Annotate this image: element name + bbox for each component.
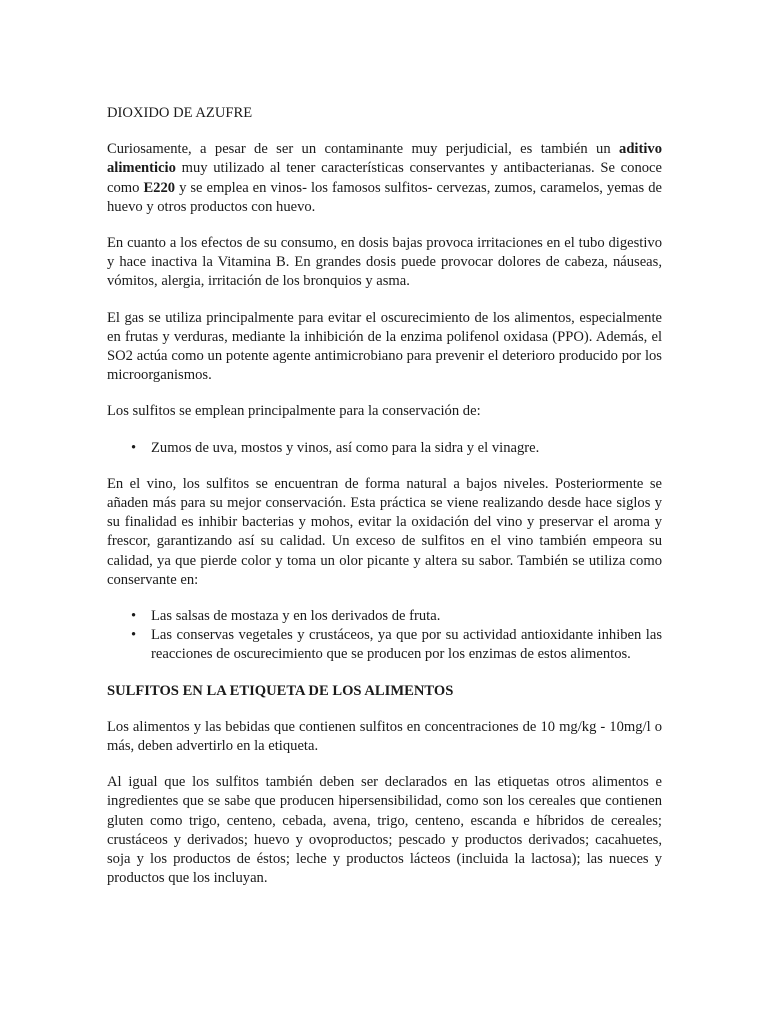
- paragraph-conservacion: Los sulfitos se emplean principalmente para la conservación de:: [107, 403, 481, 420]
- document-title: DIOXIDO DE AZUFRE: [107, 105, 253, 121]
- list-item-text: Las conservas vegetales y crustáceos, ya que por su actividad antioxidante inhiben las reacciones de oscurecimiento que se producen por los enzimas de estos alimentos.: [151, 627, 662, 663]
- paragraph-gas: El gas se utiliza principalmente para evitar el oscurecimiento de los alimentos, especialmente en frutas y verduras, mediante la inhibición de la enzima polifenol oxidasa (PPO). Además, el SO2 actúa como un potente agente antimicrobiano para prevenir el deterioro producido por los microorganismos.: [107, 309, 662, 384]
- section-heading: SULFITOS EN LA ETIQUETA DE LOS ALIMENTOS: [107, 682, 454, 699]
- bullet-icon: •: [131, 608, 137, 625]
- paragraph-etiqueta: Los alimentos y las bebidas que contienen sulfitos en concentraciones de 10 mg/kg - 10mg/l o más, deben advertirlo en la etiqueta.: [107, 718, 662, 755]
- document-page: [107, 104, 662, 906]
- paragraph-text: muy utilizado al tener características conservantes y antibacterianas. Se conoce como: [107, 160, 662, 196]
- paragraph-text: Curiosamente, a pesar de ser un contaminante muy perjudicial, es también un: [107, 141, 620, 158]
- bold-term-aditivo: aditivo alimenticio: [107, 141, 662, 177]
- list-item-text: Zumos de uva, mostos y vinos, así como para la sidra y el vinagre.: [151, 439, 540, 456]
- paragraph-aditivo: [107, 140, 662, 217]
- list-conservacion: [107, 439, 662, 458]
- paragraph-efectos: En cuanto a los efectos de su consumo, en dosis bajas provoca irritaciones en el tubo digestivo y hace inactiva la Vitamina B. En grandes dosis puede provocar dolores de cabeza, náuseas, vómitos, alergia, irritación de los bronquios y asma.: [107, 235, 662, 290]
- list-conservante: [107, 607, 662, 665]
- bold-term-e220: E220: [143, 179, 176, 196]
- list-item: [131, 607, 662, 626]
- paragraph-vino: En el vino, los sulfitos se encuentran de forma natural a bajos niveles. Posteriormente se añaden más para su mejor conservación. Esta práctica se viene realizando desde hace siglos y su finalidad es inhibir bacterias y mohos, evitar la oxidación del vino y preservar el aroma y frescor, garantizando así su calidad. Un exceso de sulfitos en el vino también empeora su calidad, ya que pierde color y toma un olor picante y altera su sabor. También se utiliza como conservante en:: [107, 475, 662, 588]
- list-item: [131, 439, 662, 458]
- paragraph-hipersensibilidad: Al igual que los sulfitos también deben ser declarados en las etiquetas otros alimentos e ingredientes que se sabe que producen hipersensibilidad, como son los cereales que contienen gluten como trigo, centeno, cebada, avena, trigo, centeno, escanda e híbridos de cereales; crustáceos y derivados; huevo y ovoproductos; pescado y productos derivados; cacahuetes, soja y los productos de éstos; leche y productos lácteos (incluida la lactosa); las nueces y productos que los incluyan.: [107, 774, 662, 887]
- list-item: [131, 626, 662, 664]
- paragraph-text: y se emplea en vinos- los famosos sulfitos- cervezas, zumos, caramelos, yemas de huevo y otros productos con huevo.: [107, 179, 662, 215]
- bullet-icon: •: [131, 439, 137, 456]
- list-item-text: Las salsas de mostaza y en los derivados de fruta.: [151, 608, 441, 625]
- bullet-icon: •: [131, 627, 137, 644]
